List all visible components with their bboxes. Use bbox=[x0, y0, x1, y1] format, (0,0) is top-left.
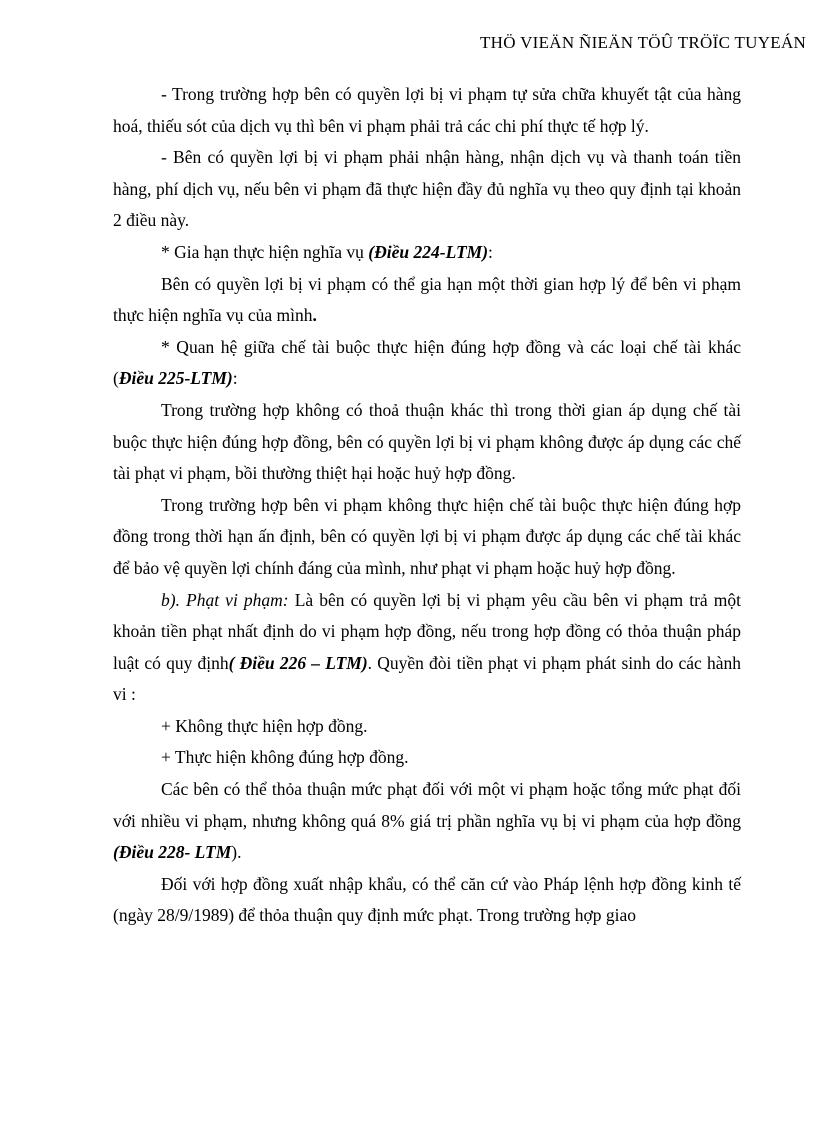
paragraph bbox=[113, 774, 741, 869]
text-run: ). bbox=[231, 842, 242, 863]
law-reference: ( Điều 226 – LTM) bbox=[228, 652, 368, 673]
list-item: + Không thực hiện hợp đồng. bbox=[161, 715, 368, 736]
paragraph: - Trong trường hợp bên có quyền lợi bị vi phạm tự sửa chữa khuyết tật của hàng hoá, thiếu sót của dịch vụ thì bên vi phạm phải trả các chi phí thực tế hợp lý. bbox=[113, 84, 741, 136]
paragraph: Trong trường hợp bên vi phạm không thực hiện chế tài buộc thực hiện đúng hợp đồng trong thời hạn ấn định, bên có quyền lợi bị vi phạm được áp dụng các chế tài khác để bảo vệ quyền lợi chính đáng của mình, như phạt vi phạm hoặc huỷ hợp đồng. bbox=[113, 494, 741, 578]
page-header: THÖ VIEÄN ÑIEÄN TÖÛ TRÖÏC TUYEÁN bbox=[480, 33, 807, 52]
law-reference: (Điều 228- LTM bbox=[113, 842, 232, 863]
text-run: . Quyền đòi tiền phạt vi phạm phát sinh do các hành vi : bbox=[113, 652, 741, 705]
text-run: * Quan hệ giữa chế tài buộc thực hiện đúng hợp đồng và các loại chế tài khác ( bbox=[113, 336, 741, 389]
paragraph: - Bên có quyền lợi bị vi phạm phải nhận hàng, nhận dịch vụ và thanh toán tiền hàng, phí dịch vụ, nếu bên vi phạm đã thực hiện đầy đủ nghĩa vụ theo quy định tại khoản 2 điều này. bbox=[113, 147, 741, 231]
paragraph bbox=[113, 269, 741, 332]
text-run: Là bên có quyền lợi bị vi phạm yêu cầu bên vi phạm trả một khoản tiền phạt nhất định do vi phạm hợp đồng, nếu trong hợp đồng có thỏa thuận pháp luật có quy định bbox=[113, 589, 741, 673]
paragraph-penalty bbox=[113, 585, 741, 711]
section-label: b). Phạt vi phạm: bbox=[161, 589, 289, 610]
law-reference: Điều 225-LTM) bbox=[118, 368, 233, 389]
text-run: . bbox=[312, 305, 317, 326]
paragraph-extension-heading bbox=[113, 237, 741, 269]
text-run: Các bên có thể thỏa thuận mức phạt đối với một vi phạm hoặc tổng mức phạt đối với nhiều vi phạm, nhưng không quá 8% giá trị phần nghĩa vụ bị vi phạm của hợp đồng bbox=[113, 779, 741, 831]
text-run: * Gia hạn thực hiện nghĩa vụ bbox=[161, 241, 369, 262]
text-run: : bbox=[232, 368, 238, 389]
list-item: + Thực hiện không đúng hợp đồng. bbox=[161, 747, 409, 768]
law-reference: (Điều 224-LTM) bbox=[368, 241, 489, 262]
paragraph: Trong trường hợp không có thoả thuận khác thì trong thời gian áp dụng chế tài buộc thực hiện đúng hợp đồng, bên có quyền lợi bị vi phạm không được áp dụng các chế tài phạt vi phạm, bồi thường thiệt hại hoặc huỷ hợp đồng. bbox=[113, 399, 741, 484]
document-body bbox=[113, 79, 741, 932]
text-run: Bên có quyền lợi bị vi phạm có thể gia hạn một thời gian hợp lý để bên vi phạm thực hiện nghĩa vụ của mình bbox=[113, 273, 741, 326]
text-run: : bbox=[488, 241, 493, 262]
paragraph-relation-heading bbox=[113, 332, 741, 395]
paragraph: Đối với hợp đồng xuất nhập khẩu, có thể căn cứ vào Pháp lệnh hợp đồng kinh tế (ngày 28/9/1989) để thỏa thuận quy định mức phạt. Trong trường hợp giao bbox=[113, 873, 741, 926]
